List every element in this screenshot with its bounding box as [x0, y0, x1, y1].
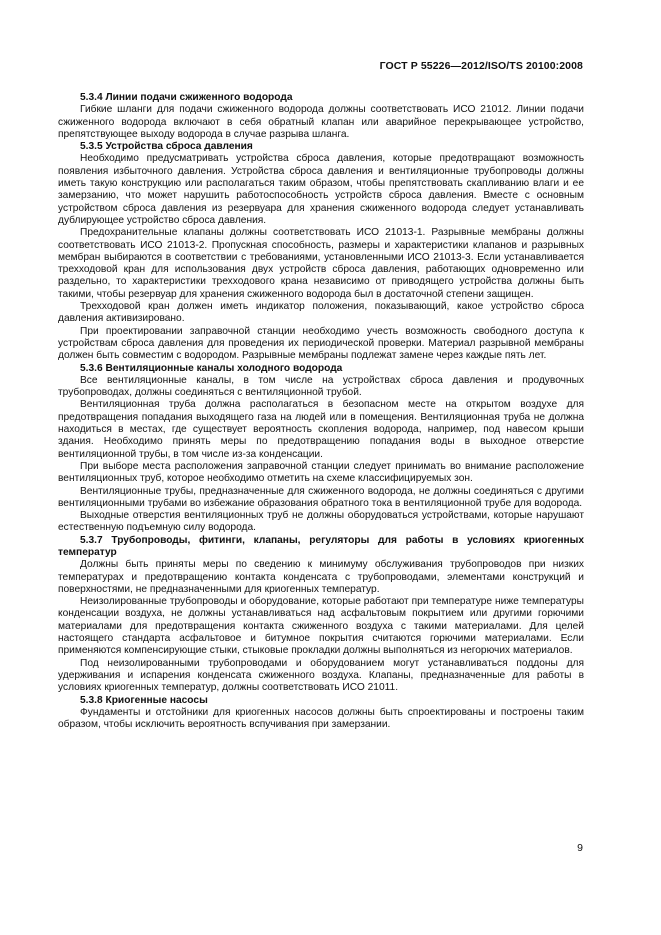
section-title: 5.3.5 Устройства сброса давления	[80, 141, 253, 153]
paragraph: Фундаменты и отстойники для криогенных насосов должны быть спроектированы и построены таким образом, чтобы исключить вероятность вспучивания при замерзании.	[58, 706, 584, 731]
paragraph: Трехходовой кран должен иметь индикатор положения, показывающий, какое устройство сброса давления активизировано.	[58, 301, 584, 325]
paragraph: Должны быть приняты меры по сведению к минимуму обслуживания трубопроводов при низких температурах и предотвращению контакта конденсата с трубопроводами, элементами конструкций и поверхностями, не предназначенными для криогенных температур.	[58, 559, 584, 595]
paragraph: Необходимо предусматривать устройства сброса давления, которые предотвращают возможность появления избыточного давления. Устройства сброса давления и вентиляционные трубопроводы должны иметь такую конструкцию или располагаться таким образом, чтобы препятствовать скапливанию влаги и ее замерзанию, что может нарушить работоспособность устройств сброса давления. Вместе с основным устройством сброса давления из резервуара для хранения сжиженного водорода следует устанавливать дублирующее устройство сброса давления.	[58, 153, 584, 226]
paragraph: Гибкие шланги для подачи сжиженного водорода должны соответствовать ИСО 21012. Линии подачи сжиженного водорода включают в себя обратный клапан или аварийное перекрывающее устройство, препятствующее выходу водорода в случае разрыва шланга.	[58, 104, 584, 140]
paragraph: При выборе места расположения заправочной станции следует принимать во внимание расположение вентиляционных труб, которое необходимо отметить на схеме классифицируемых зон.	[58, 460, 584, 485]
section-title: 5.3.6 Вентиляционные каналы холодного водорода	[80, 362, 343, 374]
paragraph: Неизолированные трубопроводы и оборудование, которые работают при температуре ниже температуры конденсации воздуха, не должны устанавливаться над асфальтовым покрытием или другими горючими материалами для предотвращения контакта сжиженного воздуха с такими материалами. Для целей настоящего стандарта асфальтовое и битумное покрытия считаются горючими материалами. Если применяются компенсирующие стыки, стыковые прокладки должны выполняться из негорючих материалов.	[58, 596, 584, 657]
paragraph: Все вентиляционные каналы, в том числе на устройствах сброса давления и продувочных трубопроводах, должны соединяться с вентиляционной трубой.	[58, 374, 584, 399]
section-title: 5.3.4 Линии подачи сжиженного водорода	[80, 92, 293, 103]
paragraph: Предохранительные клапаны должны соответствовать ИСО 21013-1. Разрывные мембраны должны соответствовать ИСО 21013-2. Пропускная способность, размеры и характеристики клапанов и разрывных мембран выбираются в соответствии с требованиями, установленными ИСО 21013-3. Если устанавливается трехходовой кран для использования двух устройств сброса давления, работающих одновременно или раздельно, то характеристики трехходового крана независимо от приводящего устройства должны быть такими, чтобы резервуар для хранения сжиженного водорода был в достаточной степени защищен.	[58, 227, 584, 300]
paragraph: Под неизолированными трубопроводами и оборудованием могут устанавливаться поддоны для удерживания и испарения конденсата сжиженного воздуха. Клапаны, предназначенные для работы в условиях криогенных температур, должны соответствовать ИСО 21011.	[58, 657, 584, 694]
section-title: 5.3.7 Трубопроводы, фитинги, клапаны, регуляторы для работы в условиях криогенных температур	[58, 534, 584, 558]
document-body	[58, 92, 584, 731]
page-number: 9	[577, 842, 583, 854]
document-header: ГОСТ Р 55226—2012/ISO/TS 20100:2008	[379, 60, 583, 72]
paragraph: Вентиляционные трубы, предназначенные для сжиженного водорода, не должны соединяться с другими вентиляционными трубами во избежание образования обратного тока в вентиляционной трубе для водорода.	[58, 485, 584, 509]
paragraph: Выходные отверстия вентиляционных труб не должны оборудоваться устройствами, которые нарушают естественную подъемную силу водорода.	[58, 510, 584, 534]
paragraph: При проектировании заправочной станции необходимо учесть возможность свободного доступа к устройствам сброса давления для проведения их периодической проверки. Материал разрывной мембраны должен быть совместим с водородом. Разрывные мембраны подлежат замене через каждые пять лет.	[58, 325, 584, 362]
section-title: 5.3.8 Криогенные насосы	[80, 694, 208, 706]
paragraph: Вентиляционная труба должна располагаться в безопасном месте на открытом воздухе для предотвращения попадания выходящего газа на людей или в помещения. Вентиляционная труба не должна находиться в местах, где существует вероятность скопления водорода, например, под навесом крыши здания. Необходимо принять меры по предотвращению попадания воды в выходное отверстие вентиляционной трубы, в том числе из-за конденсации.	[58, 399, 584, 460]
